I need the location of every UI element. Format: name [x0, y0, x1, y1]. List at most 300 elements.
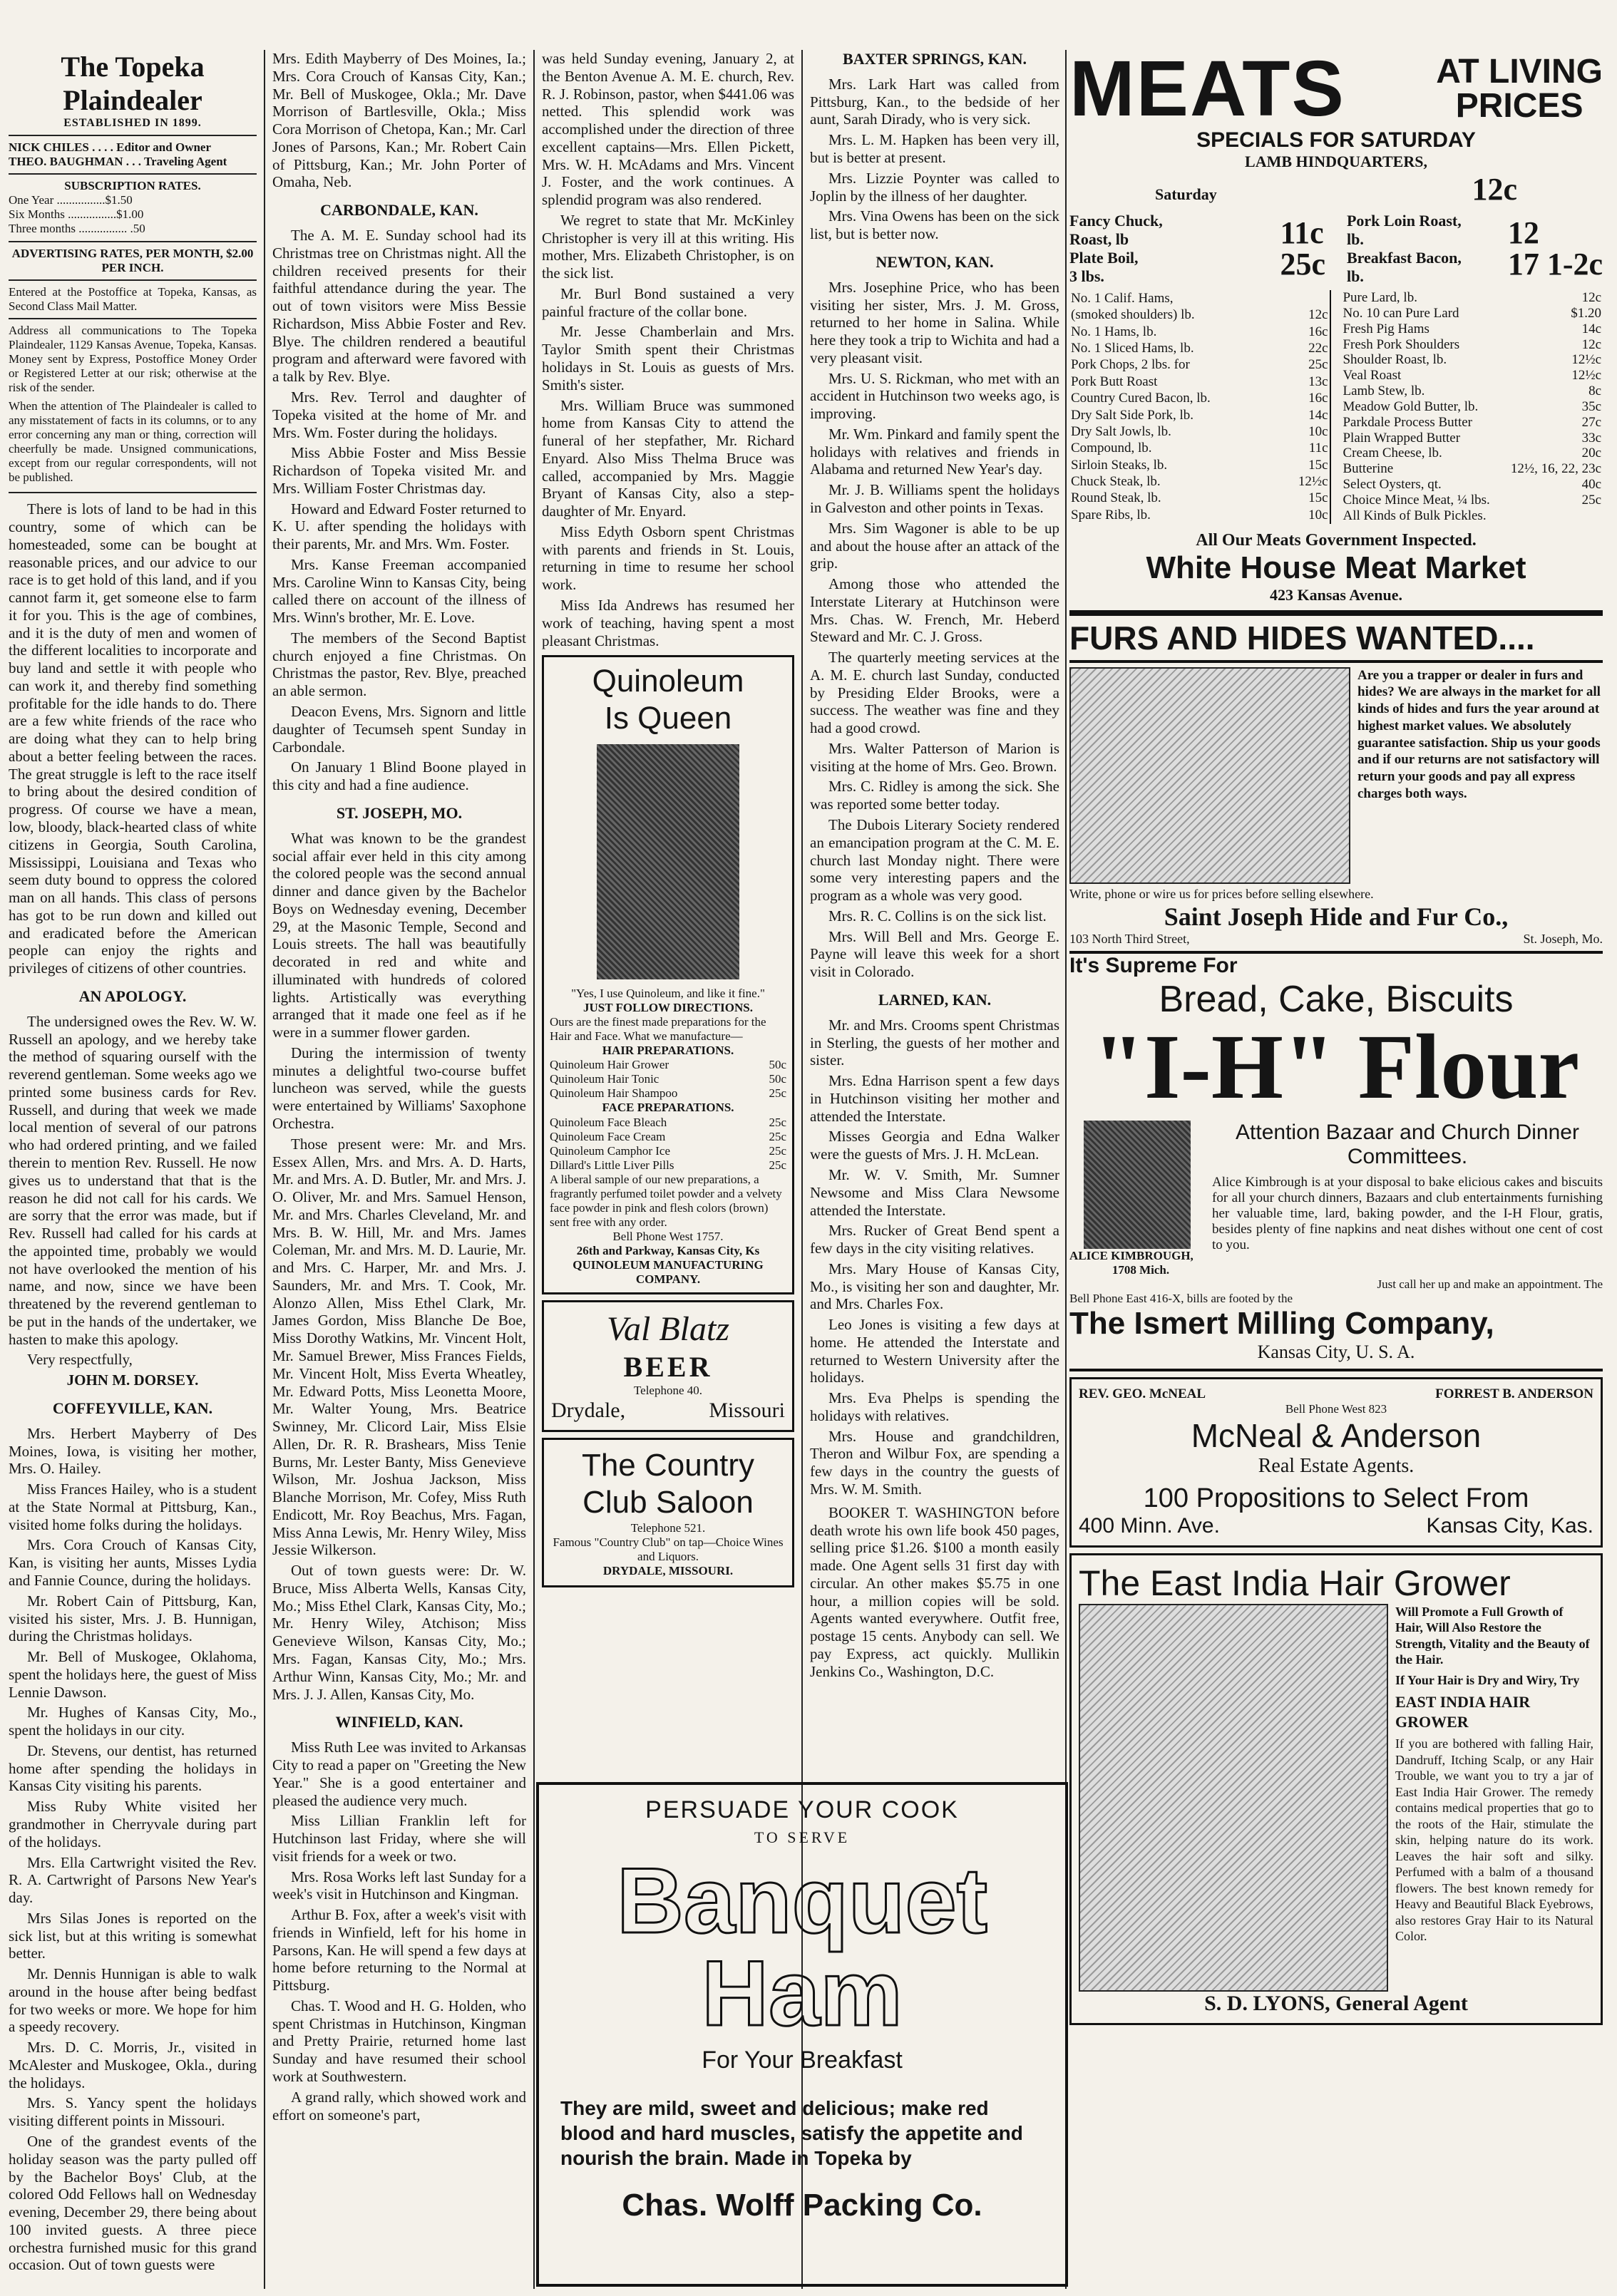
ham-word-ham: Ham: [702, 1941, 903, 2045]
news-item: Miss Lillian Franklin left for Hutchinson last Friday, where she will visit friends for a week or two.: [272, 1812, 526, 1865]
flour-name: ALICE KIMBROUGH,: [1069, 1248, 1194, 1262]
item-name: Fresh Pig Hams: [1343, 321, 1429, 336]
item-name: Shoulder Roast, lb.: [1343, 352, 1447, 368]
ham-line2: TO SERVE: [754, 1828, 851, 1846]
news-item: Mr. Jesse Chamberlain and Mrs. Taylor Smith spent their Christmas holidays in St. Louis as guests of Mrs. Smith's sister.: [542, 323, 794, 393]
flour-line: Bread, Cake, Biscuits: [1159, 978, 1514, 1020]
quinoleum-title: Quinoleum: [592, 664, 744, 699]
price-row: [550, 1072, 786, 1086]
price-row: [550, 1116, 786, 1130]
item-price: 12½, 16, 22, 23c: [1510, 461, 1601, 477]
news-item: Mr. and Mrs. Crooms spent Christmas in Sterling, the guests of her mother and sister.: [810, 1016, 1059, 1069]
beer-word: BEER: [623, 1350, 713, 1383]
item-name: Quinoleum Face Bleach: [550, 1115, 667, 1129]
item-name: Roast, lb: [1069, 230, 1129, 248]
price-row: [1341, 431, 1603, 446]
item-price: 12½c: [1571, 352, 1601, 368]
news-item: Miss Edyth Osborn spent Christmas with parents and friends in St. Louis, returning in time to resume her school work.: [542, 522, 794, 594]
flour-content: [1069, 1121, 1603, 1277]
quinoleum-phone: Bell Phone West 1757.: [612, 1229, 724, 1243]
news-item: Dr. Stevens, our dentist, has returned home after spending the holidays in Kansas City visiting his parents.: [9, 1741, 257, 1795]
price-row: [1069, 507, 1330, 524]
news-item: Chas. T. Wood and H. G. Holden, who spent Christmas in Hutchinson, Kingman and Pretty Prairie, returned home last Sunday and have resumed their school work at Southwestern.: [272, 1997, 526, 2086]
news-item: The quarterly meeting services at the A. M. E. church last Sunday, conducted by Presiding Elder Brooks, were a success. The weather was fine and they had a good crowd.: [810, 649, 1059, 737]
news-item: Mrs. Mary House of Kansas City, Mo., is visiting her son and daughter, Mr. and Mrs. Charles Fox.: [810, 1260, 1059, 1313]
hair-text: [1388, 1604, 1593, 1992]
price-row: [1069, 457, 1330, 473]
item-price: 25c: [769, 1143, 786, 1158]
item-price: 25c: [769, 1086, 786, 1101]
saloon-title: The Country: [581, 1448, 755, 1483]
price-row: [1069, 340, 1330, 356]
coffeyville-heading: COFFEYVILLE, KAN.: [52, 1399, 213, 1417]
editorial: There is lots of land to be had in this country, some of which can be homesteaded, some can be bought at reasonable prices, and our advice to our race is to get hold of this land, and if you cannot farm it, get someone else to farm it for you. This is the age of combines, and it is the duty of men and women of the different localities to incorporate and buy land and settle it with people who can work it, and thereby find something profitable for the idle hands to do. There are a few white friends of the race who are doing what they can to help bring about a better feeling between the races. The great struggle is left to the race itself to bring about the desired condition of progress. Of course we have a mean, low, bloody, black-hearted class of white citizens in Georgia, South Carolina, Mississippi, Louisiana and Texas who seem duty bound to oppress the colored man on all hands. This class of persons has got to be run down and killed out and eradicated before the American people can enjoy the rights and privileges of citizens of other countries.: [9, 500, 257, 977]
news-item: The members of the Second Baptist church enjoyed a fine Christmas. On Christmas the pastor, Rev. Blye, preached an able sermon.: [272, 629, 526, 700]
item-name: Plain Wrapped Butter: [1343, 430, 1461, 446]
news-item: Those present were: Mr. and Mrs. Essex Allen, Mrs. and Mrs. A. D. Harts, Mr. and Mrs. A. D. Butler, Mr. and Mrs. J. O. Oliver, Mr. and Mrs. Samuel Henson, Mr. and Mrs. Charles Cleveland, Mr. and Mrs. B. W. Hill, Mr. and Mrs. James Coleman, Mr. and Mrs. M. D. Laurie, Mr. and Mrs. C. Harper, Mr. and Mrs. J. Saunders, Mr. and Mrs. T. Cook, Mr. Alonzo Allen, Miss Ethel Clark, Mr. James Gordon, Miss Blanche De Boe, Miss Dorothy Watkins, Mr. Vincent Holt, Mr. Samuel Brewer, Miss Frances Fields, Mr. Vincent Holt, Miss Everta Wheatley, Mr. Edward Potts, Miss Leonetta Moore, Mr. Walter Young, Mrs. Beatrice Swinney, Mr. Clicord Lair, Miss Elsie Allen, Dr. R. R. Brashears, Miss Tenie Burns, Mr. Lester Banty, Miss Genevieve Wilson, Mr. Joshua Jackson, Miss Blanche Morrison, Mr. Cofey, Miss Ruth Endicott, Mr. Roy Beachus, Mrs. Fagan, Miss Anna Lewis, Mr. Henry Wiley, Miss Jessie Wilkerson.: [272, 1135, 526, 1559]
item-price: 25c: [1280, 247, 1326, 282]
price-row: [1069, 324, 1330, 340]
price-row: [1069, 307, 1330, 323]
meats-inspected: All Our Meats Government Inspected.: [1196, 530, 1477, 550]
item-price: 11c: [1308, 441, 1328, 456]
portrait-image: [1084, 1121, 1191, 1249]
news-item: Leo Jones is visiting a few days at home. He attended the Interstate and returned to Western University after the holidays.: [810, 1316, 1059, 1386]
item-name: Pure Lard, lb.: [1343, 290, 1417, 305]
meats-title: MEATS: [1069, 50, 1345, 133]
price-row: [1341, 446, 1603, 461]
furs-content: [1069, 667, 1603, 884]
column-rule: [264, 50, 265, 2289]
news-item: Mr. Wm. Pinkard and family spent the holidays with relatives and friends in Alabama and returned New Year's day.: [810, 425, 1059, 478]
address-left: 103 North Third Street,: [1069, 931, 1190, 946]
news-item: Miss Ruth Lee was invited to Arkansas City to read a paper on "Greeting the New Year." She is a good entertainer and pleased the audience very much.: [272, 1739, 526, 1809]
furs-title: FURS AND HIDES WANTED....: [1069, 613, 1603, 663]
address-right: Kansas City, Kas.: [1426, 1513, 1593, 1538]
news-item: Mrs. Lark Hart was called from Pittsburg, Kan., to the bedside of her aunt, Sarah Dirady, who is very sick.: [810, 75, 1059, 128]
price-row: [1341, 352, 1603, 368]
price-list-right: [1341, 290, 1603, 524]
item-price: $1.20: [1571, 305, 1601, 321]
price-row: [550, 1130, 786, 1144]
beer-brand: Val Blatz: [606, 1310, 729, 1349]
item-price: 12c: [1581, 336, 1601, 352]
item-name: Quinoleum Hair Shampoo: [550, 1086, 678, 1101]
item-name: Plate Boil,: [1069, 249, 1139, 267]
beer-ad: [542, 1300, 794, 1432]
news-item: Mr. Bell of Muskogee, Oklahoma, spent the holidays here, the guest of Miss Lennie Dawson.: [9, 1648, 257, 1701]
news-item: Mrs. U. S. Rickman, who met with an accident in Hutchinson two weeks ago, is improving.: [810, 369, 1059, 423]
news-item: Arthur B. Fox, after a week's visit with friends in Winfield, left for his home in Parsons, Kan. He will spend a few days at home before returning to the Normal at Pittsburg.: [272, 1906, 526, 1994]
entered-notice: Entered at the Postoffice at Topeka, Kansas, as Second Class Mail Matter.: [9, 284, 257, 313]
item-name: Dry Salt Side Pork, lb.: [1071, 407, 1194, 423]
news-item: Mrs. Josephine Price, who has been visiting her sister, Mrs. J. M. Gross, returned to her home in Salina. While here they took a trip to Wichita and had a very pleasant visit.: [810, 278, 1059, 366]
column-2: [272, 50, 526, 2289]
item-price: 35c: [1581, 398, 1601, 414]
mcneal-phone: Bell Phone West 823: [1285, 1401, 1387, 1416]
price-row: [1341, 508, 1603, 524]
hair-question: If Your Hair is Dry and Wiry, Try: [1395, 1672, 1580, 1687]
news-item: Mrs. House and grandchildren, Theron and Wilbur Fox, are spending a few days in the country the guests of Mrs. W. M. Smith.: [810, 1427, 1059, 1498]
item-price: 25c: [1581, 492, 1601, 508]
price-lists: [1069, 290, 1603, 524]
saloon-desc: Famous "Country Club" on tap—Choice Wines and Liquors.: [553, 1535, 784, 1564]
newton-heading: NEWTON, KAN.: [876, 252, 994, 271]
mcneal-names: [1079, 1386, 1593, 1402]
item-price: 22c: [1308, 340, 1328, 356]
quinoleum-follow: JUST FOLLOW DIRECTIONS.: [583, 1001, 753, 1015]
item-name: Pork Chops, 2 lbs. for: [1071, 357, 1190, 373]
featured-right-prices: [1508, 217, 1603, 280]
item-name: No. 1 Hams, lb.: [1071, 324, 1157, 339]
larned-heading: LARNED, KAN.: [878, 990, 992, 1009]
news-item: Mr. Robert Cain of Pittsburg, Kan, visited his sister, Mrs. J. B. Hunnigan, during the Christmas holidays.: [9, 1592, 257, 1645]
saloon-title: Club Saloon: [582, 1485, 754, 1520]
item-name: Parkdale Process Butter: [1343, 414, 1472, 430]
news-item: The A. M. E. Sunday school had its Christmas tree on Christmas night. All the children received presents for their faithful attendance during the year. The out of town visitors were Miss Bessie Richardson, Miss Abbie Foster and Rev. Blye. The children rendered a beautiful program and afterward were favored with a talk by Rev. Blye.: [272, 227, 526, 386]
saloon-place: DRYDALE, MISSOURI.: [602, 1564, 734, 1578]
price-row: [1069, 441, 1330, 457]
ham-company: Chas. Wolff Packing Co.: [622, 2188, 982, 2223]
place-right: Missouri: [709, 1398, 785, 1422]
news-item: Among those who attended the Interstate Literary at Hutchinson were Mrs. Chas. W. French, Mr. Heberd Steward and Mr. C. J. Gross.: [810, 575, 1059, 646]
news-item: Mrs. Edna Harrison spent a few days in Hutchinson visiting her mother and attended the Interstate.: [810, 1072, 1059, 1125]
rates-title: SUBSCRIPTION RATES.: [64, 179, 201, 193]
apology-heading: AN APOLOGY.: [78, 987, 187, 1005]
news-item: Mrs. S. Yancy spent the holidays visiting different points in Missouri.: [9, 2094, 257, 2130]
flour-ad: [1069, 954, 1603, 1371]
quinoleum-desc: Ours are the finest made preparations for the Hair and Face. What we manufacture—: [550, 1015, 766, 1044]
item-price: 25c: [769, 1115, 786, 1129]
item-name: Meadow Gold Butter, lb.: [1343, 398, 1479, 414]
news-item: Mr. Burl Bond sustained a very painful fracture of the collar bone.: [542, 284, 794, 320]
item-name: Compound, lb.: [1071, 441, 1152, 456]
partner-left: REV. GEO. McNEAL: [1079, 1386, 1206, 1401]
ham-line1: PERSUADE YOUR COOK: [645, 1796, 959, 1823]
rate-line: Six Months ................$1.00: [9, 207, 144, 222]
item-name: Country Cured Bacon, lb.: [1071, 391, 1211, 406]
ham-word-banquet: Banquet: [617, 1848, 987, 1952]
featured-right: [1347, 212, 1603, 286]
ads-column: [1069, 50, 1603, 2289]
news-item: Mrs. R. C. Collins is on the sick list.: [828, 907, 1047, 925]
price-list-left: [1069, 290, 1331, 524]
meats-side: [1436, 55, 1603, 123]
item-name: Fresh Pork Shoulders: [1343, 336, 1460, 352]
item-name: No. 10 can Pure Lard: [1343, 305, 1459, 321]
item-price: [1280, 290, 1330, 307]
price-row: [1341, 306, 1603, 321]
baxter-heading: BAXTER SPRINGS, KAN.: [843, 50, 1027, 68]
news-item: Miss Ida Andrews has resumed her work of teaching, having spent a most pleasant Christmas.: [542, 596, 794, 649]
price-row: [1069, 407, 1330, 423]
item-price: 10c: [1308, 423, 1328, 439]
quinoleum-address: 26th and Parkway, Kansas City, Ks: [576, 1243, 760, 1257]
hair-brand: EAST INDIA HAIR GROWER: [1395, 1693, 1531, 1731]
news-item: Mrs. Eva Phelps is spending the holidays with relatives.: [810, 1389, 1059, 1424]
item-name: Quinoleum Camphor Ice: [550, 1143, 671, 1158]
news-item: Mrs. Lizzie Poynter was called to Joplin by the illness of her daughter.: [810, 169, 1059, 205]
hair-prep-heading: HAIR PREPARATIONS.: [602, 1044, 734, 1058]
item-price: 33c: [1581, 430, 1601, 446]
item-price: 20c: [1581, 446, 1601, 461]
item-name: Butterine: [1343, 461, 1394, 477]
item-price: 14c: [1308, 407, 1328, 423]
news-item: Mrs. Walter Patterson of Marion is visiting at the home of Mrs. Geo. Brown.: [810, 739, 1059, 775]
stjoseph-heading: ST. JOSEPH, MO.: [336, 803, 463, 822]
meats-ad: [1069, 50, 1603, 613]
item-name: Spare Ribs, lb.: [1071, 507, 1151, 522]
portrait-image: [597, 744, 739, 979]
column-rule: [533, 50, 535, 2289]
item-price: 12: [1507, 215, 1539, 250]
specials-heading: SPECIALS FOR SATURDAY: [1196, 128, 1476, 152]
price-row: [1069, 357, 1330, 374]
meats-header: [1069, 50, 1603, 133]
item-name: Cream Cheese, lb.: [1343, 446, 1442, 461]
address-right: St. Joseph, Mo.: [1523, 931, 1603, 946]
news-item: What was known to be the grandest social affair ever held in this city among the colored people was the second annual dinner and dance given by the Bachelor Boys on Wednesday evening, December 29, at the Masonic Temple, Second and Louis streets. The hall was beautifully decorated in red and white and illuminated with hundreds of colored lights. Artistically was everything arranged that it made one feel as if he were in a summer flower garden.: [272, 829, 526, 1041]
news-item: Mrs. Rosa Works left last Sunday for a week's visit in Hutchinson and Kingman.: [272, 1868, 526, 1903]
hair-body: If you are bothered with falling Hair, Dandruff, Itching Scalp, or any Hair Trouble, we want you to try a jar of East India Hair Grower. The remedy contains medical properties that go to the roots of the Hair, stimulate the skin, helping nature do its work. Leaves the hair soft and silky. Perfumed with a balm of a thousand flowers. The best known remedy for Heavy and Beautiful Black Eyebrows, also restores Gray Hair to its Natural Color.: [1395, 1736, 1593, 1944]
news-item: Mrs. Will Bell and Mrs. George E. Payne will leave this week for a short visit in Colorado.: [810, 927, 1059, 981]
masthead-established: ESTABLISHED IN 1899.: [63, 117, 202, 130]
column-3: [542, 50, 794, 1776]
price-row: [550, 1086, 786, 1101]
masthead-title: The Topeka Plaindealer: [61, 51, 205, 117]
beer-phone: Telephone 40.: [633, 1383, 703, 1397]
news-item: Mrs. Herbert Mayberry of Des Moines, Iowa, is visiting her mother, Mrs. O. Hailey.: [9, 1424, 257, 1478]
item-name: Choice Mince Meat, ¼ lbs.: [1343, 492, 1490, 508]
news-item: The Dubois Literary Society rendered an emancipation program at the C. M. E. church last Monday night. There were some very interesting papers and the program as a whole was very good.: [810, 816, 1059, 905]
furs-write: Write, phone or wire us for prices before selling elsewhere.: [1069, 886, 1374, 901]
featured-right-names: [1347, 212, 1462, 286]
mcneal-firm: McNeal & Anderson: [1191, 1416, 1482, 1454]
flour-supreme: It's Supreme For: [1069, 953, 1238, 977]
lamb-price-row: [1069, 171, 1603, 207]
item-price: 13c: [1308, 374, 1328, 389]
saloon-ad: [542, 1438, 794, 1587]
featured-prices: [1069, 212, 1603, 286]
flour-text: [1212, 1121, 1603, 1277]
place-left: Drydale,: [551, 1398, 626, 1422]
news-item: Mrs. L. M. Hapken has been very ill, but is better at present.: [810, 131, 1059, 167]
item-name: Pork Butt Roast: [1071, 374, 1158, 389]
flour-addr: 1708 Mich.: [1112, 1262, 1170, 1277]
banquet-ham-ad: [536, 1782, 1068, 2287]
news-item: Mrs. Sim Wagoner is able to be up and about the house after an attack of the grip.: [810, 519, 1059, 572]
news-item: Mrs. Ella Cartwright visited the Rev. R. A. Cartwright of Parsons New Year's day.: [9, 1853, 257, 1907]
item-name: Breakfast Bacon,: [1346, 249, 1462, 267]
hair-grower-ad: [1069, 1553, 1603, 2025]
flour-city: Kansas City, U. S. A.: [1257, 1341, 1415, 1362]
price-row: [1069, 390, 1330, 406]
hair-intro: Will Promote a Full Growth of Hair, Will Also Restore the Strength, Vitality and the Beauty of the Hair.: [1395, 1604, 1590, 1667]
news-item: Mrs. D. C. Morris, Jr., visited in McAlester and Muskogee, Okla., during the holidays.: [9, 2039, 257, 2091]
news-item: On January 1 Blind Boone played in this city and had a fine audience.: [272, 758, 526, 794]
address-left: 400 Minn. Ave.: [1079, 1513, 1220, 1538]
price-row: [1069, 473, 1330, 490]
news-item: was held Sunday evening, January 2, at the Benton Avenue A. M. E. church, Rev. R. J. Robinson, pastor, when $441.06 was netted. This splendid work was accomplished under the direction of three excellent captains—Mrs. Ellen Pickett, Mrs. W. H. McAdams and Mrs. Vincent J. Foster, and the work continues. A splendid program was also rendered.: [542, 50, 794, 209]
quinoleum-ad: [542, 655, 794, 1294]
news-item: Mrs. Kanse Freeman accompanied Mrs. Caroline Winn to Kansas City, being called there on account of the illness of Mrs. Winn's brother, Mr. E. Love.: [272, 555, 526, 627]
quinoleum-quote: "Yes, I use Quinoleum, and like it fine.": [571, 987, 765, 1001]
item-price: 27c: [1581, 414, 1601, 430]
price-row: [1341, 290, 1603, 306]
news-item: Mr. Dennis Hunnigan is able to walk around in the house after being bedfast for two weeks or more. We hope for him a speedy recovery.: [9, 1965, 257, 2036]
flour-big: "I-H" Flour: [1092, 1015, 1580, 1118]
item-name: All Kinds of Bulk Pickles.: [1343, 508, 1487, 523]
item-price: 15c: [1308, 457, 1328, 473]
hair-title: The East India Hair Grower: [1079, 1563, 1511, 1603]
price-row: [1069, 290, 1330, 307]
rate-line: Three months ................ .50: [9, 222, 145, 236]
meats-side-1: AT LIVING: [1436, 53, 1603, 91]
news-item: We regret to state that Mr. McKinley Christopher is very ill at this writing. His mother, Mrs. Elizabeth Christopher, is on the sick list.: [542, 211, 794, 282]
price-row: [1341, 321, 1603, 337]
furs-address: [1069, 932, 1603, 947]
winfield-heading: WINFIELD, KAN.: [335, 1713, 463, 1731]
news-item: Miss Frances Hailey, who is a student at the State Normal at Pittsburg, Kan., visited home folks during the holidays.: [9, 1481, 257, 1533]
item-name: Pork Loin Roast,: [1346, 212, 1462, 230]
flour-call: Just call her up and make an appointment. The: [1377, 1277, 1603, 1291]
price-row: [1069, 374, 1330, 390]
woman-portrait-image: [1079, 1604, 1388, 1992]
featured-left: [1069, 212, 1325, 286]
item-name: Sirloin Steaks, lb.: [1071, 457, 1168, 473]
item-price: 25c: [1308, 357, 1328, 373]
news-item: Out of town guests were: Dr. W. Bruce, Miss Alberta Wells, Kansas City, Mo.; Miss Ethel Clark, Kansas City, Mo.; Mr. Henry Wiley, Atchison; Miss Genevieve Wilson, Kansas City, Mo.; Mrs. Fagan, Kansas City, Mo.; Mrs. Arthur Winn, Kansas City, Mo.; Mr. and Mrs. J. J. Allen, Kansas City, Mo.: [272, 1562, 526, 1703]
news-item: Mrs. Cora Crouch of Kansas City, Kan, is visiting her aunts, Misses Lydia and Fannie Counce, during the holidays.: [9, 1536, 257, 1590]
price-row: [1341, 461, 1603, 477]
item-price: 12c: [1308, 307, 1328, 323]
price-row: [1341, 399, 1603, 415]
column-1: [9, 50, 257, 2289]
price-row: [1069, 423, 1330, 440]
masthead-agent: THEO. BAUGHMAN . . . Traveling Agent: [9, 155, 227, 169]
masthead-editor: NICK CHILES . . . . Editor and Owner: [9, 140, 212, 155]
price-row: [1341, 415, 1603, 431]
news-item: During the intermission of twenty minutes a delightful two-course buffet luncheon was served, while the guests were entertained by Williams' Saxophone Orchestra.: [272, 1044, 526, 1133]
mcneal-sub: Real Estate Agents.: [1258, 1454, 1415, 1477]
featured-left-names: [1069, 212, 1163, 286]
item-price: 50c: [769, 1058, 786, 1072]
item-price: 25c: [769, 1129, 786, 1143]
news-item: Mrs. Vina Owens has been on the sick list, but is better now.: [810, 207, 1059, 243]
item-name: Dillard's Little Liver Pills: [550, 1158, 674, 1172]
hair-content: [1079, 1604, 1593, 1992]
furs-company: Saint Joseph Hide and Fur Co.,: [1164, 902, 1509, 931]
apology-body: The undersigned owes the Rev. W. W. Russell an apology, and we hereby take the method of squaring ourself with the reverend gentleman. Some weeks ago we printed some business cards for Rev. Russell, and during that week we made local mention of several of our patrons who had ordered printing, and we failed therein to mention Rev. Russell. He now gives us to understand that that is the reason he did not call for his cards. We are sorry that the error was made, but if Rev. Russell had called for his cards at the appointed time, probably we would not have overlooked the mention of his name, and now, since we have been threatened by the reverend gentleman to be put in the hands of the undertaker, we hasten to make this apology.: [9, 1012, 257, 1348]
price-row: [550, 1158, 786, 1173]
partner-right: FORREST B. ANDERSON: [1435, 1386, 1593, 1401]
item-price: 8c: [1588, 383, 1601, 399]
rate-line: One Year ................$1.50: [9, 193, 133, 207]
item-price: 10c: [1308, 507, 1328, 522]
item-name: Round Steak, lb.: [1071, 490, 1161, 506]
ham-line3: For Your Breakfast: [702, 2047, 903, 2074]
market-address: 423 Kansas Avenue.: [1269, 585, 1402, 604]
item-name: (smoked shoulders) lb.: [1071, 307, 1195, 323]
item-price: 14c: [1581, 321, 1601, 336]
news-item: Mrs. William Bruce was summoned home from Kansas City to attend the funeral of her stepfather, Mr. Richard Enyard. Also Miss Thelma Bruce was called, accompanied by Mrs. Maggie Bryant of Kansas City, also a step-daughter of Mr. Enyard.: [542, 396, 794, 520]
news-item: Mrs Silas Jones is reported on the sick list, but at this writing is somewhat better.: [9, 1909, 257, 1962]
news-item: Deacon Evens, Mrs. Signorn and little daughter of Tecumseh spent Sunday in Carbondale.: [272, 702, 526, 756]
item-price: 12½c: [1571, 368, 1601, 383]
deer-image: [1069, 667, 1350, 884]
news-item: Mr. W. V. Smith, Mr. Sumner Newsome and Miss Clara Newsome attended the Interstate.: [810, 1165, 1059, 1219]
item-price: 16c: [1308, 391, 1328, 406]
item-price: 16c: [1308, 324, 1328, 339]
item-name: Veal Roast: [1343, 368, 1402, 383]
quinoleum-subtitle: Is Queen: [604, 701, 732, 736]
price-row: [1341, 368, 1603, 383]
price-row: [1069, 490, 1330, 507]
item-name: lb.: [1346, 230, 1364, 248]
item-price: 50c: [769, 1072, 786, 1086]
item-name: lb.: [1346, 267, 1364, 285]
saturday-label: Saturday: [1155, 185, 1217, 203]
saloon-phone: Telephone 521.: [630, 1521, 706, 1535]
hair-agent: S. D. LYONS, General Agent: [1204, 1991, 1468, 2015]
news-item: Misses Georgia and Edna Walker were the guests of Mrs. J. H. McLean.: [810, 1128, 1059, 1163]
item-name: 3 lbs.: [1069, 267, 1104, 285]
booker-washington-ad: BOOKER T. WASHINGTON before death wrote his own life book 450 pages, selling price $1.26. $100 a month easily made. One Agent sells 31 first day with circular. An other makes $5.75 in one hour, a million copies will be sold. Agents wanted everywhere. Outfit free, postage 15 cents. Anybody can sell. We pay Express, act quickly. Mullikin Jenkins Co., Washington, D.C.: [810, 1503, 1059, 1680]
item-name: Quinoleum Hair Tonic: [550, 1072, 659, 1086]
news-item: Mrs. C. Ridley is among the sick. She was reported some better today.: [810, 778, 1059, 813]
price-row: [550, 1144, 786, 1158]
flour-attention: Attention Bazaar and Church Dinner Committees.: [1236, 1120, 1579, 1168]
flour-body: Alice Kimbrough is at your disposal to bake elicious cakes and biscuits for all your church dinners, Bazaars and club entertainments furnishing her valuable time, lard, baking powder, and the I-H Flour, gratis, besides plenty of fine napkins and neat dishes without one cent of cost to you.: [1212, 1174, 1603, 1252]
item-name: Lamb Stew, lb.: [1343, 383, 1425, 399]
correction-notice: When the attention of The Plaindealer is called to any misstatement of facts in its columns, or to any error concerning any man or thing, correction will cheerfully be made. Unsigned communications, except from our regular correspondents, will not be published.: [9, 398, 257, 485]
news-item: Mr. J. B. Williams spent the holidays in Galveston and other points in Texas.: [810, 481, 1059, 516]
item-name: Select Oysters, qt.: [1343, 477, 1442, 493]
item-price: 12½c: [1298, 474, 1328, 490]
news-item: A grand rally, which showed work and effort on someone's part,: [272, 2088, 526, 2123]
flour-phone: Bell Phone East 416-X, bills are footed by the: [1069, 1291, 1293, 1305]
item-name: No. 1 Calif. Hams,: [1071, 290, 1174, 306]
advertising-rates: ADVERTISING RATES, PER MONTH, $2.00 PER INCH.: [11, 246, 254, 274]
mcneal-props: 100 Propositions to Select From: [1143, 1483, 1529, 1513]
item-name: Dry Salt Jowls, lb.: [1071, 423, 1171, 439]
column-4: [810, 50, 1059, 1776]
market-name: White House Meat Market: [1146, 550, 1526, 585]
news-item: Mrs. Rev. Terrol and daughter of Topeka visited at the home of Mr. and Mrs. Wm. Foster during the holidays.: [272, 388, 526, 441]
price-row: [1341, 477, 1603, 493]
news-item: Mr. Hughes of Kansas City, Mo., spent the holidays in our city.: [9, 1704, 257, 1739]
ham-body: They are mild, sweet and delicious; make red blood and hard muscles, satisfy the appetite and nourish the brain. Made in Topeka by: [560, 2097, 1023, 2169]
lamb-price: 12c: [1472, 172, 1517, 207]
face-prep-heading: FACE PREPARATIONS.: [602, 1101, 734, 1115]
featured-left-prices: [1280, 217, 1326, 280]
mcneal-ad: [1069, 1377, 1603, 1548]
news-item: Miss Abbie Foster and Miss Bessie Richardson of Topeka visited Mr. and Mrs. William Foster Christmas day.: [272, 444, 526, 497]
price-row: [550, 1058, 786, 1072]
item-price: 15c: [1308, 490, 1328, 506]
quinoleum-sample: A liberal sample of our new preparations, a fragrantly perfumed toilet powder and a velvety face powder in pink and flesh colors (brown) sent free with any order.: [550, 1172, 782, 1229]
news-item: Mrs. Rucker of Great Bend spent a few days in the city visiting relatives.: [810, 1222, 1059, 1257]
news-item: Miss Ruby White visited her grandmother in Cherryvale during part of the holidays.: [9, 1798, 257, 1850]
apology-closing: Very respectfully,: [27, 1351, 133, 1369]
lamb-line: LAMB HINDQUARTERS,: [1245, 153, 1427, 170]
furs-body: Are you a trapper or dealer in furs and hides? We are always in the market for all kinds of hides and furs the year around at highest market values. We absolutely guarantee satisfaction. Ship us your goods and if our returns are not satisfactory will return your goods and pay all express charges both ways.: [1357, 667, 1601, 801]
meats-side-2: PRICES: [1455, 87, 1583, 125]
item-name: Quinoleum Hair Grower: [550, 1058, 669, 1072]
price-row: [1341, 337, 1603, 353]
flour-company: The Ismert Milling Company,: [1069, 1305, 1494, 1341]
item-price: 25c: [769, 1158, 786, 1172]
